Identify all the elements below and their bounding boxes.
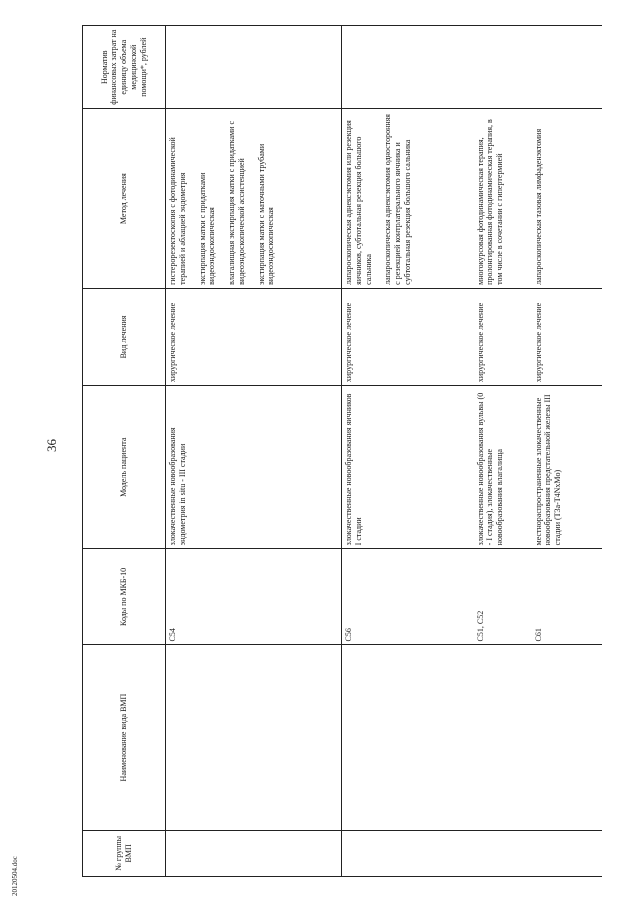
header-treatment-type: Вид лечения (83, 288, 166, 385)
cell-methods (532, 109, 602, 288)
table-header-row (83, 26, 166, 877)
method-item: многокурсовая фотодинамическая терапия, пролонгированная фотодинамическая терапия, в том числе в сочетании с гипертермией (475, 119, 504, 285)
header-vmp-name: Наименование вида ВМП (83, 645, 166, 830)
header-mkb-codes: Коды по МКБ-10 (83, 549, 166, 645)
vmp-table (82, 25, 602, 877)
cell-norm (532, 26, 602, 109)
cell-methods (474, 109, 532, 288)
method-item: лапароскопическая тазовая лимфаденэктомия (533, 128, 543, 285)
method-item: влагалищная экстирпация матки с придатками с видеоэндоскопической ассистенцией (227, 121, 246, 285)
cell-vmp-name (532, 645, 602, 830)
table-row (342, 26, 474, 877)
cell-treatment: хирургическое лечение (532, 288, 602, 385)
footer-doc-filename: 20120504.doc (11, 856, 19, 896)
method-item: экстирпация матки с маточными трубами видеоэндоскопическая (256, 143, 276, 285)
cell-group-no (166, 830, 342, 876)
cell-methods (166, 109, 342, 288)
table-row (474, 26, 532, 877)
page-number: 36 (44, 439, 59, 452)
cell-norm (342, 26, 474, 109)
vmp-table-container (82, 25, 607, 877)
header-treatment-method: Метод лечения (83, 109, 166, 288)
method-item: экстирпация матки с придатками видеоэндоскопическая (197, 172, 217, 285)
cell-code: C61 (532, 549, 602, 645)
cell-vmp-name (166, 645, 342, 830)
cell-model: злокачественные новообразования эндометрия in situ - III стадии (166, 386, 342, 549)
header-patient-model: Модель пациента (83, 386, 166, 549)
header-norm: Норматив финансовых затрат на единицу объема медицинской помощи*, рублей (83, 26, 166, 109)
header-group-no: № группы ВМП (83, 830, 166, 876)
cell-code: C54 (166, 549, 342, 645)
method-item: лапароскопическая аднексэктомия или резекция яичников, субтотальная резекция большого сальника (344, 120, 373, 285)
cell-code: C51, C52 (474, 549, 532, 645)
cell-group-no (532, 830, 602, 876)
cell-vmp-name (342, 645, 474, 830)
cell-group-no (342, 830, 474, 876)
method-item: гистерорезектоскопия с фотодинамической терапией и аблацией эндометрия (168, 137, 187, 285)
cell-norm (474, 26, 532, 109)
cell-model: местнораспространенные злокачественные новообразования предстательной железы III стадии (T3a-T4NxMo) (532, 386, 602, 549)
cell-treatment: хирургическое лечение (474, 288, 532, 385)
cell-model: злокачественные новообразования яичников I стадии (342, 386, 474, 549)
cell-vmp-name (474, 645, 532, 830)
table-row (166, 26, 342, 877)
cell-code: C56 (342, 549, 474, 645)
method-item: лапароскопическая аднексэктомия односторонняя с резекцией контрлатерального яичника и субтотальная резекция большого сальника (383, 114, 412, 285)
table-row (532, 26, 602, 877)
cell-treatment: хирургическое лечение (342, 288, 474, 385)
cell-norm (166, 26, 342, 109)
cell-model: злокачественные новообразования вульвы (0 - I стадия), злокачественные новообразования влагалища (474, 386, 532, 549)
cell-treatment: хирургическое лечение (166, 288, 342, 385)
cell-methods (342, 109, 474, 288)
cell-group-no (474, 830, 532, 876)
